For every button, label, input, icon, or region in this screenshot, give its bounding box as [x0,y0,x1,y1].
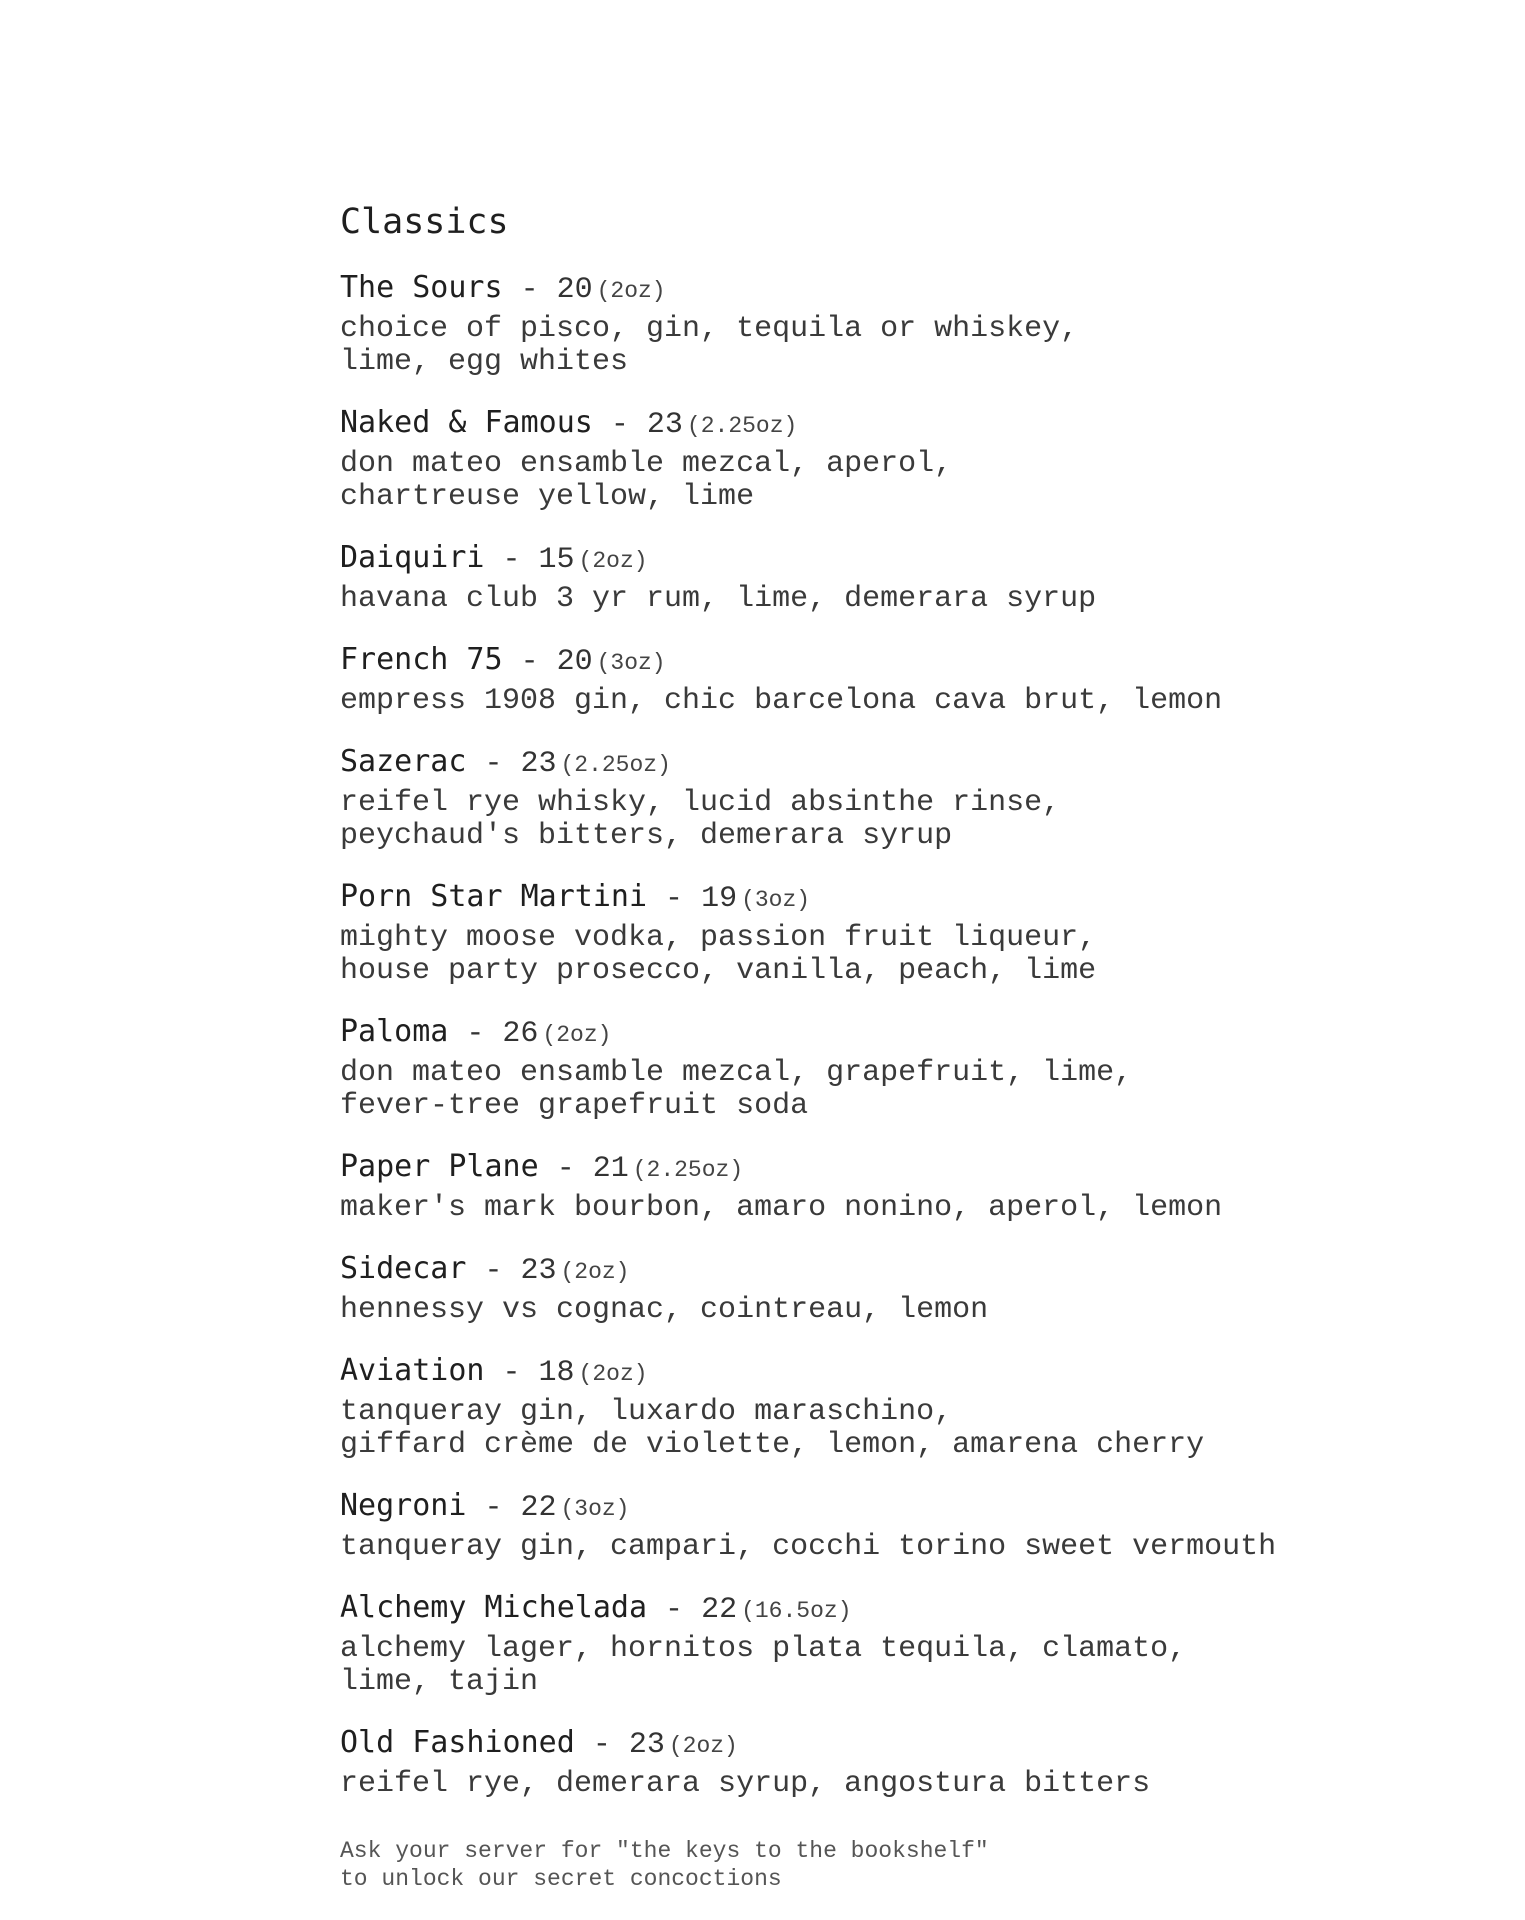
ingredients-line: lime, tajin [340,1665,539,1699]
ingredients-line: reifel rye, demerara syrup, angostura bitters [340,1767,1151,1801]
drink-item [340,640,1440,718]
drink-header [340,1486,1440,1531]
ingredients-line: empress 1908 gin, chic barcelona cava brut, lemon [340,684,1223,718]
section-title: Classics [340,202,509,242]
drink-header [340,403,1440,448]
drink-name: Naked & Famous [340,405,593,440]
price-separator: - [502,273,557,307]
drink-size: (2oz) [578,548,648,574]
drink-ingredients [340,313,1440,379]
price-separator: - [538,1152,593,1186]
footer-note [340,1837,1440,1893]
drink-price: 19 [701,882,738,916]
price-separator: - [647,1593,702,1627]
drink-item [340,1723,1440,1801]
drink-price: 26 [502,1017,539,1051]
drink-size: (2.25oz) [632,1157,744,1183]
ingredients-line: lime, egg whites [340,345,629,379]
drink-size: (2oz) [596,278,666,304]
drink-price: 15 [538,543,575,577]
drink-name: Porn Star Martini [340,879,648,914]
drink-item [340,742,1440,853]
drink-price: 20 [556,273,593,307]
drink-ingredients [340,583,1440,616]
drink-item [340,538,1440,616]
drink-item [340,1588,1440,1699]
price-separator: - [448,1017,503,1051]
drink-price: 22 [520,1491,557,1525]
drink-header [340,268,1440,313]
drink-size: (16.5oz) [741,1598,852,1624]
drink-item [340,1147,1440,1225]
drink-size: (3oz) [560,1496,630,1522]
drink-ingredients [340,1294,1440,1327]
footer-line: Ask your server for "the keys to the bookshelf" [340,1838,989,1864]
drink-size: (2.25oz) [686,413,798,439]
drink-name: French 75 [340,642,503,677]
drink-item [340,877,1440,988]
drink-size: (3oz) [596,650,666,676]
drink-ingredients [340,1192,1440,1225]
price-separator: - [466,747,521,781]
price-separator: - [647,882,702,916]
ingredients-line: havana club 3 yr rum, lime, demerara syrup [340,582,1097,616]
drink-ingredients [340,1768,1440,1801]
drink-header [340,1012,1440,1057]
drink-header [340,538,1440,583]
drink-item [340,1012,1440,1123]
ingredients-line: don mateo ensamble mezcal, aperol, [340,447,953,481]
drink-item [340,1486,1440,1564]
drink-ingredients [340,685,1440,718]
drink-header [340,877,1440,922]
ingredients-line: mighty moose vodka, passion fruit liqueur, [340,921,1097,955]
ingredients-line: fever-tree grapefruit soda [340,1089,809,1123]
drink-item [340,268,1440,379]
drink-name: The Sours [340,270,503,305]
drink-ingredients [340,1057,1440,1123]
ingredients-line: don mateo ensamble mezcal, grapefruit, lime, [340,1056,1133,1090]
drink-header [340,1249,1440,1294]
price-separator: - [484,1356,539,1390]
ingredients-line: house party prosecco, vanilla, peach, lime [340,954,1097,988]
drink-name: Negroni [340,1488,467,1523]
ingredients-line: peychaud's bitters, demerara syrup [340,819,953,853]
drink-name: Sazerac [340,744,467,779]
price-separator: - [592,408,647,442]
drink-price: 23 [520,747,557,781]
ingredients-line: chartreuse yellow, lime [340,480,755,514]
drink-ingredients [340,922,1440,988]
drink-price: 18 [538,1356,575,1390]
drink-name: Old Fashioned [340,1725,575,1760]
drink-header [340,1588,1440,1633]
drink-item [340,403,1440,514]
drink-list [340,268,1440,1801]
drink-price: 21 [592,1152,629,1186]
drink-name: Alchemy Michelada [340,1590,648,1625]
ingredients-line: maker's mark bourbon, amaro nonino, aperol, lemon [340,1191,1223,1225]
price-separator: - [484,543,539,577]
drink-ingredients [340,1396,1440,1462]
menu-page [340,200,1440,1893]
drink-ingredients [340,787,1440,853]
drink-price: 23 [646,408,683,442]
price-separator: - [466,1254,521,1288]
ingredients-line: tanqueray gin, campari, cocchi torino sweet vermouth [340,1530,1277,1564]
drink-header [340,1351,1440,1396]
drink-name: Aviation [340,1353,485,1388]
drink-name: Paper Plane [340,1149,539,1184]
drink-ingredients [340,448,1440,514]
ingredients-line: choice of pisco, gin, tequila or whiskey, [340,312,1079,346]
drink-name: Daiquiri [340,540,485,575]
drink-header [340,1723,1440,1768]
price-separator: - [574,1728,629,1762]
footer-line: to unlock our secret concoctions [340,1866,782,1892]
drink-price: 22 [701,1593,738,1627]
ingredients-line: giffard crème de violette, lemon, amarena cherry [340,1428,1205,1462]
drink-size: (2oz) [560,1259,630,1285]
drink-price: 20 [556,645,593,679]
drink-ingredients [340,1633,1440,1699]
drink-size: (2oz) [668,1733,738,1759]
price-separator: - [466,1491,521,1525]
drink-item [340,1351,1440,1462]
drink-header [340,640,1440,685]
drink-ingredients [340,1531,1440,1564]
drink-size: (2oz) [542,1022,612,1048]
drink-header [340,1147,1440,1192]
drink-item [340,1249,1440,1327]
ingredients-line: alchemy lager, hornitos plata tequila, clamato, [340,1632,1187,1666]
drink-size: (2oz) [578,1361,648,1387]
drink-size: (2.25oz) [560,752,671,778]
drink-price: 23 [628,1728,665,1762]
ingredients-line: hennessy vs cognac, cointreau, lemon [340,1293,989,1327]
drink-name: Sidecar [340,1251,467,1286]
ingredients-line: tanqueray gin, luxardo maraschino, [340,1395,953,1429]
drink-price: 23 [520,1254,557,1288]
ingredients-line: reifel rye whisky, lucid absinthe rinse, [340,786,1061,820]
drink-size: (3oz) [741,887,811,913]
drink-name: Paloma [340,1014,449,1049]
drink-header [340,742,1440,787]
price-separator: - [502,645,557,679]
